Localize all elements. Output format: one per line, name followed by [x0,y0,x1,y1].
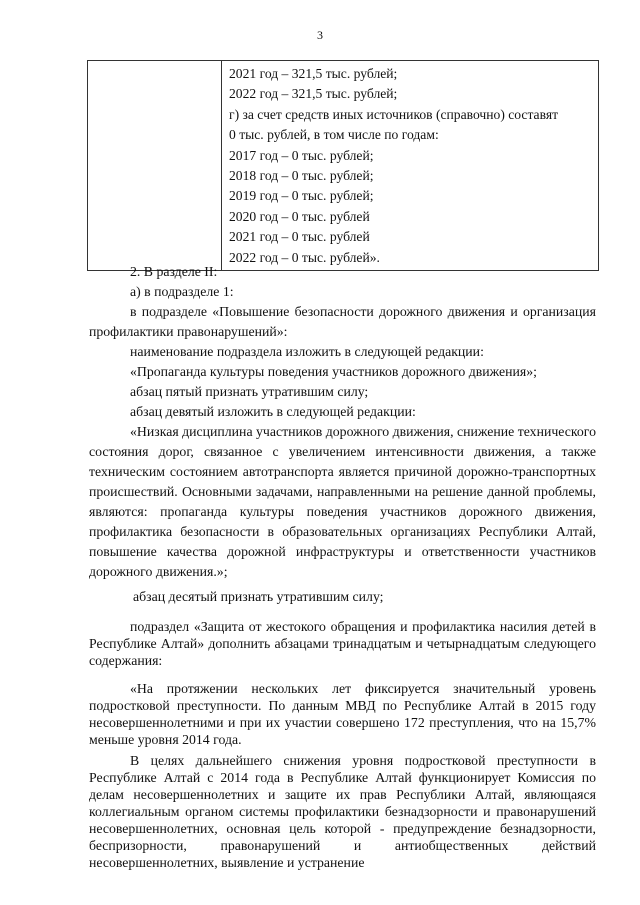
table-line: 2021 год – 321,5 тыс. рублей; [229,66,398,81]
paragraph-child-protection: подраздел «Защита от жестокого обращения и профилактика насилия детей в Республике Алтай» дополнить абзацами тринадцатым и четырнадцатым следующего содержания: [89,619,596,668]
paragraph-quote-crime: «На протяжении нескольких лет фиксируется значительный уровень подростковой преступности. По данным МВД по Республике Алтай в 2015 году несовершеннолетними и при их участии совершено 172 преступления, что на 15,7% меньше уровня 2014 года. [89,681,596,747]
page-number: 3 [317,28,323,42]
table-line: 2022 год – 321,5 тыс. рублей; [229,86,398,102]
table-line: 2021 год – 0 тыс. рублей [229,229,370,245]
table-line: 0 тыс. рублей, в том числе по годам: [229,127,439,143]
table-line: 2018 год – 0 тыс. рублей; [229,168,374,184]
paragraph-tenth-void: абзац десятый признать утратившим силу; [133,589,384,604]
table-cell-right [222,61,599,271]
paragraph-subsection-1: а) в подразделе 1: [130,284,234,299]
paragraph-commission: В целях дальнейшего снижения уровня подростковой преступности в Республике Алтай с 2014 года в Республике Алтай функционирует Комиссия по делам несовершеннолетних и защите их прав Республики Алтай, являющаяся коллегиальным органом системы профилактики безнадзорности и правонарушений несовершеннолетних, основная цель которой - предупреждение безнадзорности, беспризорности, правонарушений и антиобщественных действий несовершеннолетних, выявление и устранение [89,753,596,870]
table-line: г) за счет средств иных источников (справочно) составят [229,106,559,122]
table-line: 2019 год – 0 тыс. рублей; [229,188,374,204]
funding-table [87,60,599,271]
paragraph-quote-discipline: «Низкая дисциплина участников дорожного движения, снижение технического состояния дорог, связанное с увеличением интенсивности движения, а также техническим состоянием автотранспорта является причиной дорожно-транспортных происшествий. Основными задачами, направленными на решение данной проблемы, являются: пропаганда культуры поведения участников дорожного движения, профилактика безопасности в образовательных организациях Республики Алтай, повышение качества дорожной инфраструктуры и ответственности участников дорожного движения.»; [89,424,596,579]
paragraph-road-safety-subsection: в подразделе «Повышение безопасности дорожного движения и организация профилактики правонарушений»: [89,304,596,339]
paragraph-rename-instruction: наименование подраздела изложить в следующей редакции: [130,344,484,359]
paragraph-section-ii: 2. В разделе II: [130,264,218,279]
table-line: 2017 год – 0 тыс. рублей; [229,147,374,163]
table-cell-left [88,61,222,271]
paragraph-fifth-void: абзац пятый признать утратившим силу; [130,384,369,399]
paragraph-new-title: «Пропаганда культуры поведения участников дорожного движения»; [130,364,537,379]
paragraph-ninth-edit: абзац девятый изложить в следующей редакции: [130,404,416,419]
table-line: 2020 год – 0 тыс. рублей [229,208,370,224]
table-row [88,61,599,271]
table-line: 2022 год – 0 тыс. рублей». [229,249,380,265]
document-body [89,262,596,871]
